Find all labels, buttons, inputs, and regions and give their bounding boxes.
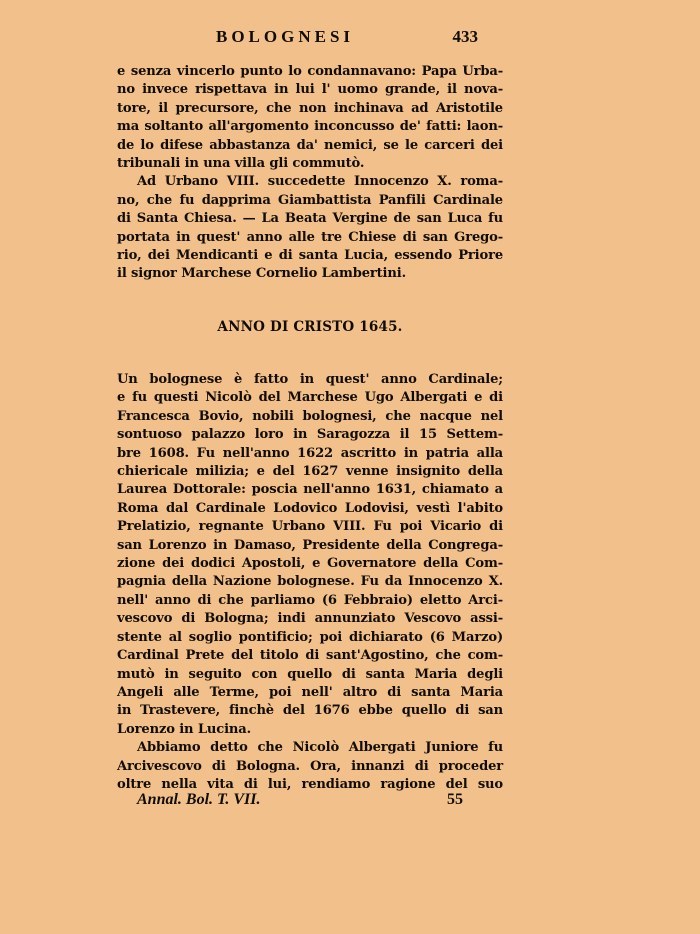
text-line: Ad Urbano VIII. succedette Innocenzo X. roma-: [137, 174, 503, 190]
text-line: e senza vincerlo punto lo condannavano: Papa Urba-: [117, 64, 503, 79]
text-line: e fu questi Nicolò del Marchese Ugo Albergati e di: [117, 390, 503, 406]
text-line: oltre nella vita di lui, rendiamo ragione del suo: [117, 776, 503, 792]
text-line: mutò in seguito con quello di santa Maria degli: [117, 666, 503, 682]
text-line: Angeli alle Terme, poi nell' altro di santa Maria: [117, 684, 503, 700]
text-line: no invece rispettava in lui l' uomo grande, il nova-: [117, 82, 503, 98]
text-line: nell' anno di che parliamo (6 Febbraio) eletto Arci-: [117, 592, 503, 608]
running-head: [118, 27, 498, 53]
text-line: tore, il precursore, che non inchinava ad Aristotile: [117, 100, 503, 116]
text-line: Lorenzo in Lucina.: [117, 721, 252, 737]
text-line: tribunali in una villa gli commutò.: [117, 156, 365, 172]
text-line: bre 1608. Fu nell'anno 1622 ascritto in patria alla: [117, 445, 503, 461]
text-line: zione dei dodici Apostoli, e Governatore della Com-: [117, 556, 503, 572]
text-line: stente al soglio pontificio; poi dichiarato (6 Marzo): [117, 629, 503, 645]
text-line: Abbiamo detto che Nicolò Albergati Juniore fu: [137, 740, 503, 756]
text-line: Laurea Dottorale: poscia nell'anno 1631, chiamato a: [117, 482, 503, 498]
text-line: portata in quest' anno alle tre Chiese di san Grego-: [117, 229, 503, 245]
text-line: san Lorenzo in Damaso, Presidente della Congrega-: [117, 537, 503, 553]
text-line: sontuoso palazzo loro in Saragozza il 15 Settem-: [117, 427, 503, 443]
running-title: BOLOGNESI: [216, 27, 355, 46]
text-line: Arcivescovo di Bologna. Ora, innanzi di proceder: [117, 758, 503, 774]
text-line: Roma dal Cardinale Lodovico Lodovisi, vestì l'abito: [117, 500, 503, 516]
text-line: no, che fu dapprima Giambattista Panfili Cardinale: [117, 192, 503, 208]
text-line: pagnia della Nazione bolognese. Fu da Innocenzo X.: [117, 574, 503, 590]
text-line: di Santa Chiesa. — La Beata Vergine de san Luca fu: [117, 211, 503, 227]
text-line: Un bolognese è fatto in quest' anno Cardinale;: [117, 372, 503, 387]
section-heading: ANNO DI CRISTO 1645.: [217, 319, 403, 335]
text-line: in Trastevere, finchè del 1676 ebbe quello di san: [117, 703, 503, 719]
sheet-number: 55: [447, 791, 463, 808]
text-line: rio, dei Mendicanti e di santa Lucia, essendo Priore: [117, 248, 503, 264]
page-number: 433: [452, 27, 478, 46]
text-line: chiericale milizia; e del 1627 venne insignito della: [117, 464, 503, 480]
text-line: Cardinal Prete del titolo di sant'Agostino, che com-: [117, 648, 503, 664]
page-footer: [117, 791, 503, 811]
text-line: il signor Marchese Cornelio Lambertini.: [117, 266, 406, 282]
text-line: ma soltanto all'argomento inconcusso de' fatti: laon-: [117, 119, 503, 135]
text-line: Francesca Bovio, nobili bolognesi, che nacque nel: [117, 408, 503, 424]
text-block-main: [117, 371, 503, 794]
text-line: Prelatizio, regnante Urbano VIII. Fu poi Vicario di: [117, 519, 503, 535]
text-line: vescovo di Bologna; indi annunziato Vescovo assi-: [117, 611, 503, 627]
text-line: de lo difese abbastanza da' nemici, se le carceri dei: [117, 137, 503, 153]
text-block-top: [117, 63, 503, 284]
signature-mark: Annal. Bol. T. VII.: [137, 791, 261, 808]
